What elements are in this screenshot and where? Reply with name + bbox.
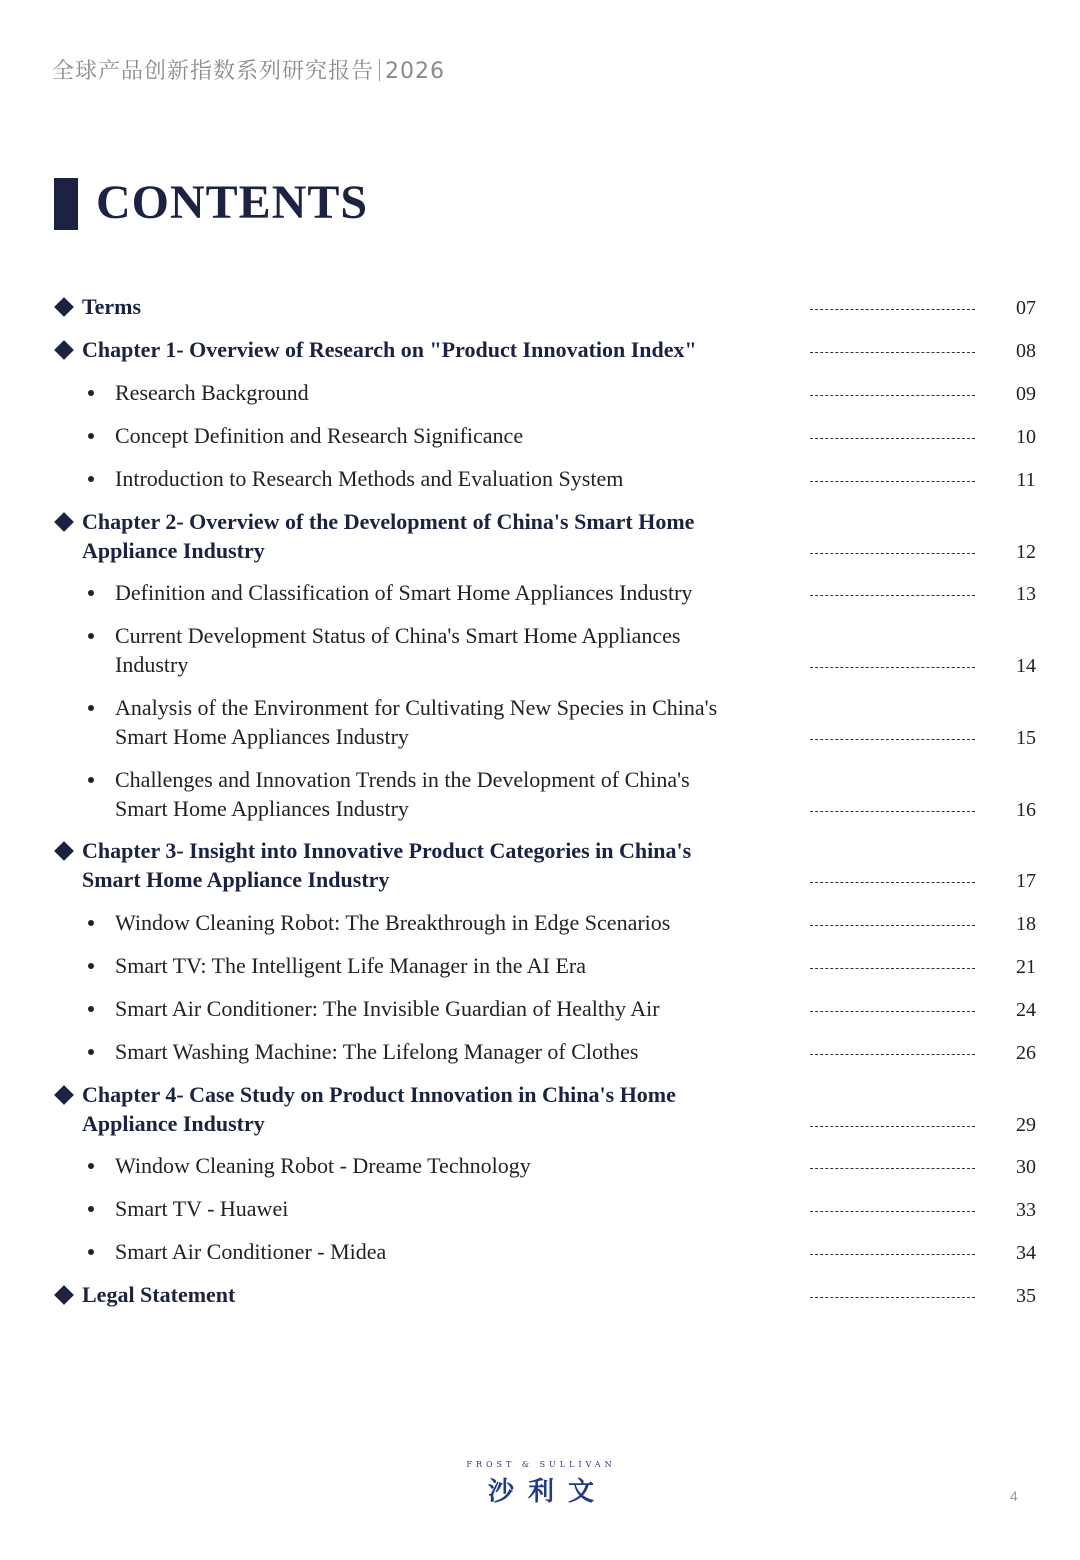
toc-section-entry[interactable] xyxy=(0,1037,1080,1066)
toc-section-entry[interactable] xyxy=(0,464,1080,493)
dotted-leader xyxy=(810,811,975,812)
dotted-leader xyxy=(810,1297,975,1298)
dot-bullet-icon xyxy=(88,1049,94,1055)
dot-bullet-icon xyxy=(88,1163,94,1169)
toc-chapter-entry[interactable] xyxy=(0,335,1080,364)
dotted-leader xyxy=(810,882,975,883)
dot-bullet-icon xyxy=(88,920,94,926)
toc-section-entry[interactable] xyxy=(0,378,1080,407)
toc-entry-title xyxy=(115,578,795,607)
toc-entry-title xyxy=(115,1037,795,1066)
toc-page-number: 29 xyxy=(1016,1114,1036,1136)
toc-entry-title xyxy=(82,335,782,364)
dotted-leader xyxy=(810,968,975,969)
toc-page-number: 35 xyxy=(1016,1285,1036,1307)
toc-section-entry[interactable] xyxy=(0,1237,1080,1266)
toc-page-number: 15 xyxy=(1016,727,1036,749)
dotted-leader xyxy=(810,1126,975,1127)
toc-page-number: 13 xyxy=(1016,583,1036,605)
toc-chapter-entry[interactable] xyxy=(0,836,1080,894)
toc-section-entry[interactable] xyxy=(0,994,1080,1023)
toc-chapter-entry[interactable] xyxy=(0,1280,1080,1309)
toc-page-number: 09 xyxy=(1016,383,1036,405)
dotted-leader xyxy=(810,309,975,310)
toc-entry-title-line: Current Development Status of China's Smart Home Appliances xyxy=(115,623,681,648)
toc-entry-title xyxy=(82,292,782,321)
toc-entry-title-line: Chapter 3- Insight into Innovative Product Categories in China's xyxy=(82,838,692,863)
toc-entry-title xyxy=(82,507,782,565)
dot-bullet-icon xyxy=(88,633,94,639)
dot-bullet-icon xyxy=(88,963,94,969)
toc-entry-title-line: Introduction to Research Methods and Evaluation System xyxy=(115,466,624,491)
toc-entry-title-line: Chapter 4- Case Study on Product Innovation in China's Home xyxy=(82,1082,676,1107)
toc-entry-title-line: Analysis of the Environment for Cultivating New Species in China's xyxy=(115,695,718,720)
dot-bullet-icon xyxy=(88,705,94,711)
toc-entry-title-line: Appliance Industry xyxy=(82,1111,265,1136)
dotted-leader xyxy=(810,1211,975,1212)
toc-page-number: 17 xyxy=(1016,870,1036,892)
diamond-bullet-icon xyxy=(54,1285,74,1305)
toc-entry-title-line: Window Cleaning Robot - Dreame Technology xyxy=(115,1153,531,1178)
dot-bullet-icon xyxy=(88,590,94,596)
toc-entry-title-line: Chapter 2- Overview of the Development of China's Smart Home xyxy=(82,509,695,534)
diamond-bullet-icon xyxy=(54,512,74,532)
toc-entry-title-line: Legal Statement xyxy=(82,1282,236,1307)
toc-section-entry[interactable] xyxy=(0,1151,1080,1180)
toc-entry-title-line: Challenges and Innovation Trends in the Development of China's xyxy=(115,767,690,792)
diamond-bullet-icon xyxy=(54,340,74,360)
toc-entry-title-line: Appliance Industry xyxy=(82,538,265,563)
diamond-bullet-icon xyxy=(54,297,74,317)
toc-page-number: 34 xyxy=(1016,1242,1036,1264)
dot-bullet-icon xyxy=(88,1249,94,1255)
toc-section-entry[interactable] xyxy=(0,908,1080,937)
toc-entry-title xyxy=(115,421,795,450)
logo-chinese-text: 沙利文 xyxy=(487,1477,608,1507)
dotted-leader xyxy=(810,595,975,596)
toc-entry-title-line: Smart Air Conditioner: The Invisible Guardian of Healthy Air xyxy=(115,996,660,1021)
toc-page-number: 07 xyxy=(1016,297,1036,319)
dot-bullet-icon xyxy=(88,1206,94,1212)
dot-bullet-icon xyxy=(88,777,94,783)
toc-page-number: 26 xyxy=(1016,1042,1036,1064)
toc-page-number: 33 xyxy=(1016,1199,1036,1221)
toc-section-entry[interactable] xyxy=(0,421,1080,450)
toc-section-entry[interactable] xyxy=(0,693,1080,751)
toc-entry-title-line: Smart Home Appliances Industry xyxy=(115,796,409,821)
report-year: 2026 xyxy=(385,59,446,84)
contents-heading: CONTENTS xyxy=(96,176,369,229)
toc-page-number: 16 xyxy=(1016,799,1036,821)
toc-entry-title-line: Smart Air Conditioner - Midea xyxy=(115,1239,387,1264)
toc-entry-title xyxy=(115,994,795,1023)
toc-entry-title xyxy=(115,908,795,937)
toc-page-number: 10 xyxy=(1016,426,1036,448)
report-series-title: 全球产品创新指数系列研究报告 xyxy=(52,59,375,84)
toc-entry-title-line: Chapter 1- Overview of Research on "Product Innovation Index" xyxy=(82,337,697,362)
toc-entry-title xyxy=(115,464,795,493)
toc-entry-title-line: Research Background xyxy=(115,380,309,405)
toc-page-number: 21 xyxy=(1016,956,1036,978)
toc-page-number: 14 xyxy=(1016,655,1036,677)
toc-entry-title xyxy=(115,1194,795,1223)
toc-section-entry[interactable] xyxy=(0,1194,1080,1223)
toc-chapter-entry[interactable] xyxy=(0,292,1080,321)
dotted-leader xyxy=(810,481,975,482)
toc-entry-title-line: Smart TV - Huawei xyxy=(115,1196,289,1221)
toc-entry-title-line: Terms xyxy=(82,294,142,319)
page-number: 4 xyxy=(1010,1488,1018,1504)
dotted-leader xyxy=(810,553,975,554)
dot-bullet-icon xyxy=(88,476,94,482)
toc-entry-title xyxy=(115,1151,795,1180)
dotted-leader xyxy=(810,438,975,439)
logo-english-text: FROST & SULLIVAN xyxy=(466,1460,616,1469)
toc-entry-title xyxy=(115,621,795,679)
toc-entry-title xyxy=(82,1080,782,1138)
toc-entry-title-line: Industry xyxy=(115,652,189,677)
dotted-leader xyxy=(810,667,975,668)
toc-page-number: 11 xyxy=(1016,469,1036,491)
toc-chapter-entry[interactable] xyxy=(0,1080,1080,1138)
frost-sullivan-logo xyxy=(466,1460,616,1508)
dotted-leader xyxy=(810,1011,975,1012)
toc-entry-title xyxy=(115,378,795,407)
toc-section-entry[interactable] xyxy=(0,765,1080,823)
diamond-bullet-icon xyxy=(54,1085,74,1105)
dot-bullet-icon xyxy=(88,1006,94,1012)
dotted-leader xyxy=(810,1168,975,1169)
toc-page-number: 08 xyxy=(1016,340,1036,362)
toc-entry-title xyxy=(82,836,782,894)
dot-bullet-icon xyxy=(88,390,94,396)
toc-entry-title-line: Smart TV: The Intelligent Life Manager in the AI Era xyxy=(115,953,587,978)
toc-page-number: 18 xyxy=(1016,913,1036,935)
dotted-leader xyxy=(810,395,975,396)
toc-entry-title xyxy=(115,765,795,823)
toc-entry-title-line: Window Cleaning Robot: The Breakthrough in Edge Scenarios xyxy=(115,910,671,935)
toc-entry-title-line: Smart Washing Machine: The Lifelong Manager of Clothes xyxy=(115,1039,639,1064)
toc-entry-title-line: Concept Definition and Research Significance xyxy=(115,423,524,448)
toc-entry-title xyxy=(115,1237,795,1266)
toc-entry-title-line: Definition and Classification of Smart Home Appliances Industry xyxy=(115,580,693,605)
dotted-leader xyxy=(810,352,975,353)
toc-entry-title-line: Smart Home Appliances Industry xyxy=(115,724,409,749)
toc-entry-title-line: Smart Home Appliance Industry xyxy=(82,867,390,892)
dot-bullet-icon xyxy=(88,433,94,439)
toc-entry-title xyxy=(115,693,795,751)
dotted-leader xyxy=(810,925,975,926)
toc-section-entry[interactable] xyxy=(0,578,1080,607)
toc-page-number: 24 xyxy=(1016,999,1036,1021)
dotted-leader xyxy=(810,739,975,740)
dotted-leader xyxy=(810,1054,975,1055)
toc-page-number: 30 xyxy=(1016,1156,1036,1178)
toc-entry-title xyxy=(115,951,795,980)
toc-section-entry[interactable] xyxy=(0,621,1080,679)
toc-page-number: 12 xyxy=(1016,541,1036,563)
toc-section-entry[interactable] xyxy=(0,951,1080,980)
dotted-leader xyxy=(810,1254,975,1255)
diamond-bullet-icon xyxy=(54,841,74,861)
toc-chapter-entry[interactable] xyxy=(0,507,1080,565)
toc-entry-title xyxy=(82,1280,782,1309)
